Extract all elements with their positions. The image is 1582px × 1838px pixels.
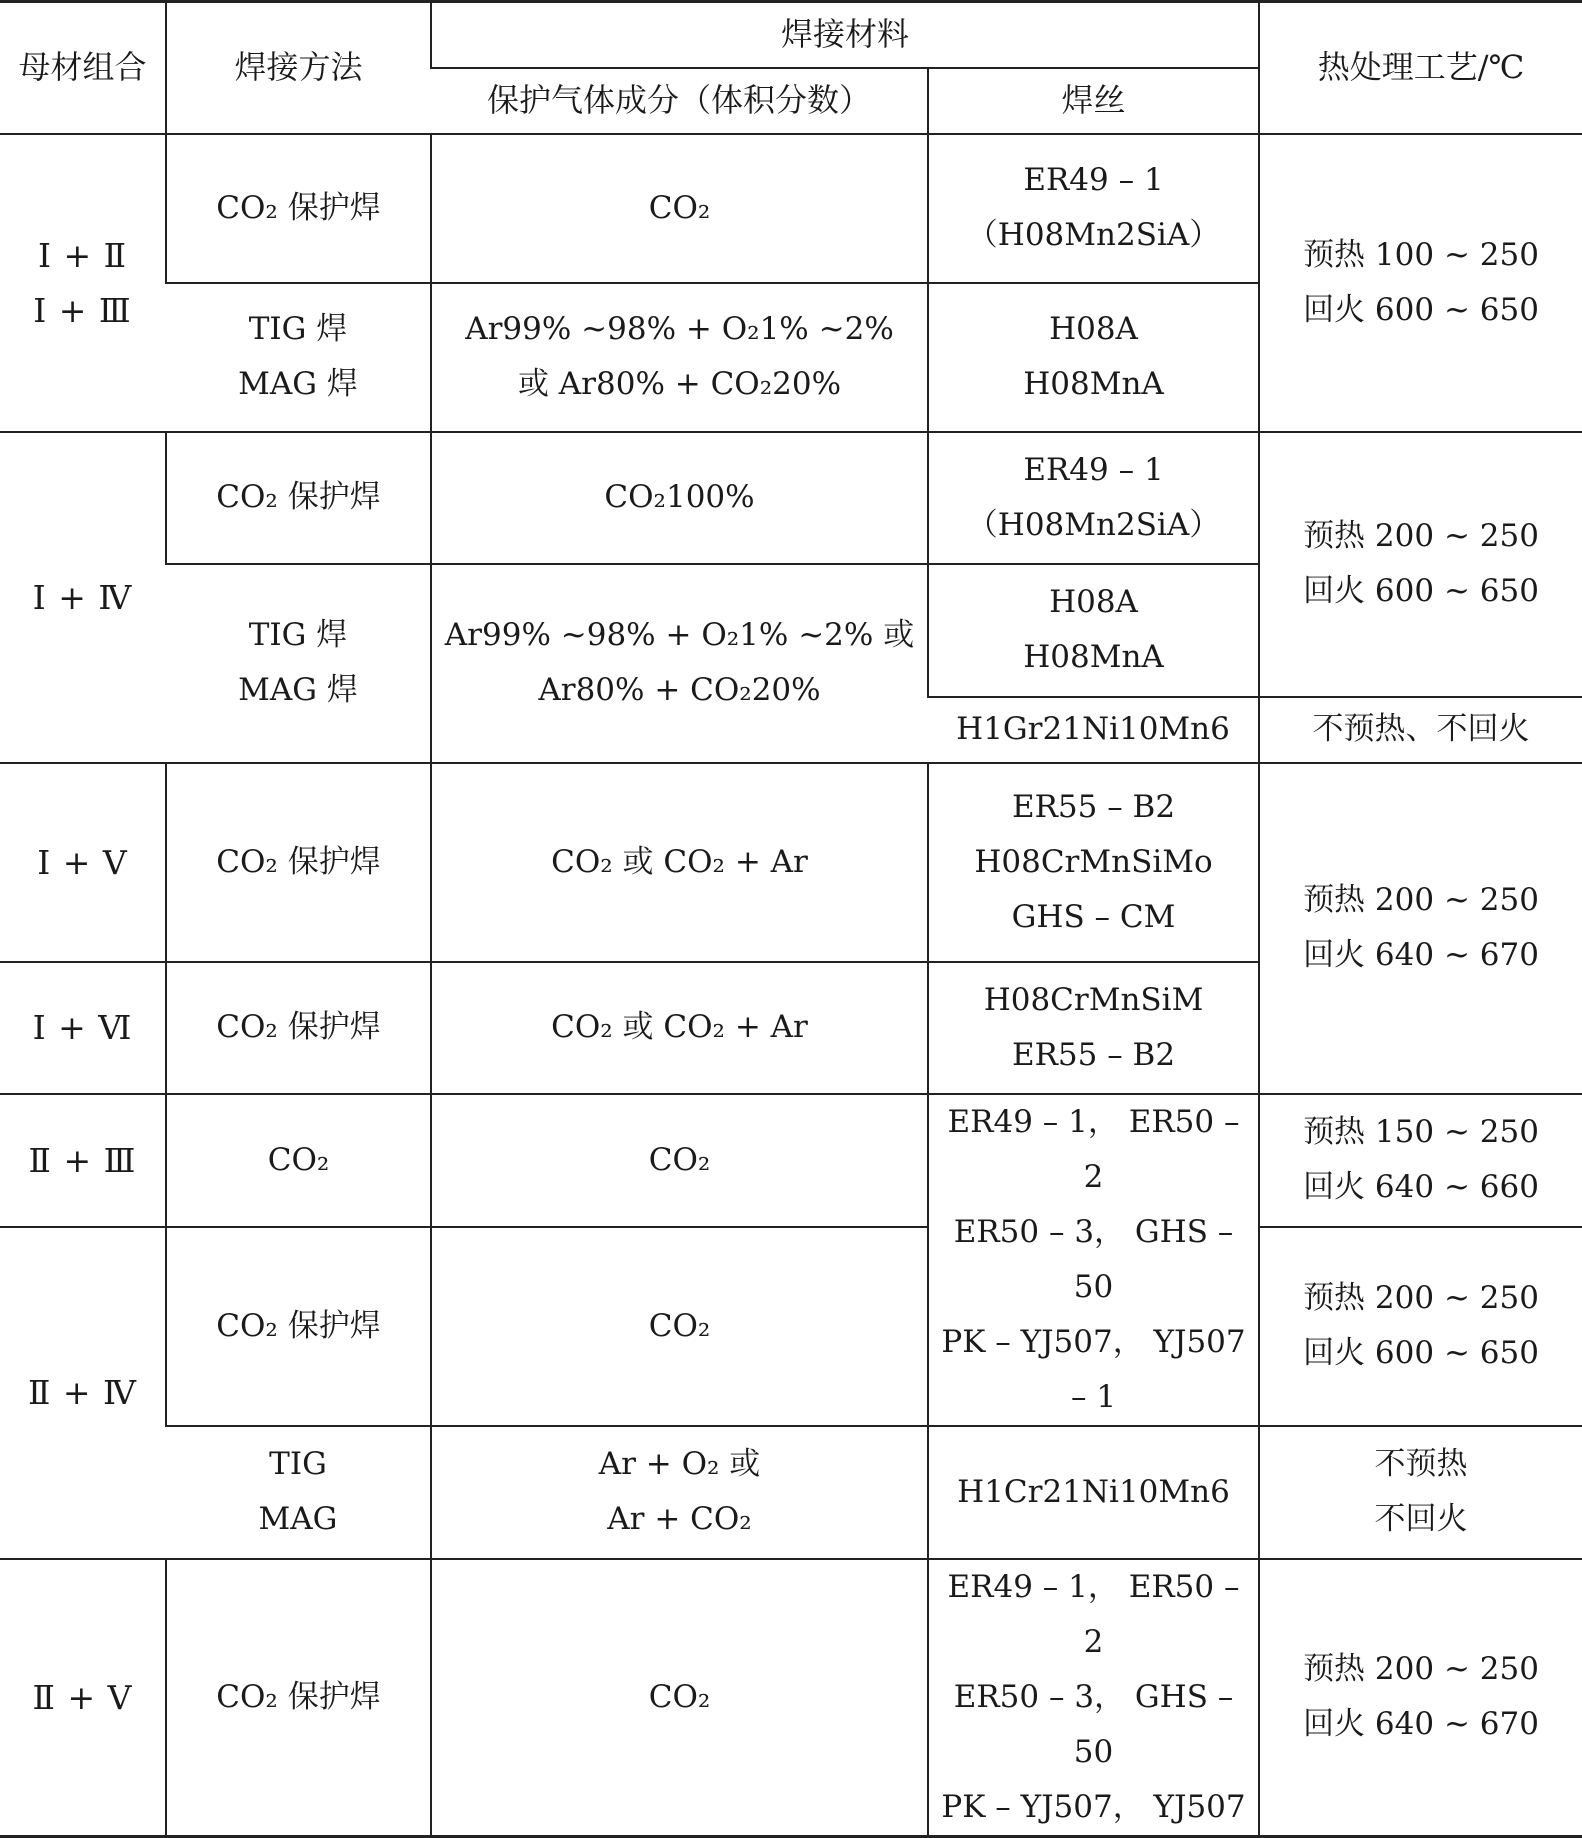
table-row <box>0 432 1582 564</box>
gas-cell: CO₂ 或 CO₂ + Ar <box>431 962 928 1094</box>
wire-cell: ER49 – 1， ER50 – 2 ER50 – 3， GHS – 50 PK – YJ507， YJ507 <box>928 1559 1259 1837</box>
table-row <box>0 134 1582 283</box>
wire-cell: ER49 – 1， ER50 – 2 ER50 – 3， GHS – 50 PK – YJ507， YJ507 – 1 <box>928 1094 1259 1426</box>
heat-cell: 预热 200 ~ 250 回火 600 ~ 650 <box>1259 432 1582 697</box>
table-row <box>0 1426 1582 1559</box>
wire-cell: H08CrMnSiM ER55 – B2 <box>928 962 1259 1094</box>
combo-cell: Ⅰ + Ⅴ <box>0 763 166 962</box>
table-row <box>0 1094 1582 1227</box>
wire-cell: ER49 – 1 （H08Mn2SiA） <box>928 432 1259 564</box>
method-cell: CO₂ 保护焊 <box>166 1559 431 1837</box>
table-row <box>0 1227 1582 1426</box>
gas-cell: CO₂ <box>431 1559 928 1837</box>
gas-cell: CO₂ 或 CO₂ + Ar <box>431 763 928 962</box>
heat-cell: 不预热、不回火 <box>1259 697 1582 763</box>
heat-cell: 预热 200 ~ 250 回火 600 ~ 650 <box>1259 1227 1582 1426</box>
wire-cell: ER55 – B2 H08CrMnSiMo GHS – CM <box>928 763 1259 962</box>
header-base-combo: 母材组合 <box>0 2 166 134</box>
method-cell: CO₂ 保护焊 <box>166 763 431 962</box>
method-cell: TIG 焊 MAG 焊 <box>166 283 431 432</box>
combo-cell: Ⅰ + Ⅳ <box>0 432 166 763</box>
method-cell: TIG MAG <box>166 1426 431 1559</box>
wire-cell: H1Gr21Ni10Mn6 <box>928 697 1259 763</box>
header-weld-material: 焊接材料 <box>431 2 1259 68</box>
wire-cell: H08A H08MnA <box>928 564 1259 697</box>
table-row <box>0 1559 1582 1837</box>
wire-cell: H08A H08MnA <box>928 283 1259 432</box>
heat-cell: 预热 100 ~ 250 回火 600 ~ 650 <box>1259 134 1582 432</box>
combo-cell: Ⅱ + Ⅳ <box>0 1227 166 1559</box>
heat-cell: 预热 200 ~ 250 回火 640 ~ 670 <box>1259 763 1582 1094</box>
gas-cell: CO₂ <box>431 1094 928 1227</box>
header-weld-method: 焊接方法 <box>166 2 431 134</box>
method-cell: CO₂ 保护焊 <box>166 432 431 564</box>
method-cell: CO₂ 保护焊 <box>166 134 431 283</box>
combo-cell: Ⅱ + Ⅲ <box>0 1094 166 1227</box>
table-row <box>0 763 1582 962</box>
header-wire: 焊丝 <box>928 68 1259 134</box>
combo-cell: Ⅰ + Ⅱ Ⅰ + Ⅲ <box>0 134 166 432</box>
method-cell: TIG 焊 MAG 焊 <box>166 564 431 763</box>
combo-cell: Ⅰ + Ⅵ <box>0 962 166 1094</box>
table-body <box>0 134 1582 1837</box>
header-gas: 保护气体成分（体积分数） <box>431 68 928 134</box>
method-cell: CO₂ <box>166 1094 431 1227</box>
wire-cell: ER49 – 1 （H08Mn2SiA） <box>928 134 1259 283</box>
gas-cell: Ar99% ~98% + O₂1% ~2% 或 Ar80% + CO₂20% <box>431 564 928 763</box>
method-cell: CO₂ 保护焊 <box>166 962 431 1094</box>
gas-cell: Ar99% ~98% + O₂1% ~2% 或 Ar80% + CO₂20% <box>431 283 928 432</box>
gas-cell: CO₂ <box>431 134 928 283</box>
wire-cell: H1Cr21Ni10Mn6 <box>928 1426 1259 1559</box>
combo-cell: Ⅱ + Ⅴ <box>0 1559 166 1837</box>
gas-cell: Ar + O₂ 或 Ar + CO₂ <box>431 1426 928 1559</box>
heat-cell: 预热 150 ~ 250 回火 640 ~ 660 <box>1259 1094 1582 1227</box>
header-heat-treatment: 热处理工艺/℃ <box>1259 2 1582 134</box>
gas-cell: CO₂100% <box>431 432 928 564</box>
heat-cell: 不预热 不回火 <box>1259 1426 1582 1559</box>
gas-cell: CO₂ <box>431 1227 928 1426</box>
method-cell: CO₂ 保护焊 <box>166 1227 431 1426</box>
table-header <box>0 2 1582 134</box>
heat-cell: 预热 200 ~ 250 回火 640 ~ 670 <box>1259 1559 1582 1837</box>
